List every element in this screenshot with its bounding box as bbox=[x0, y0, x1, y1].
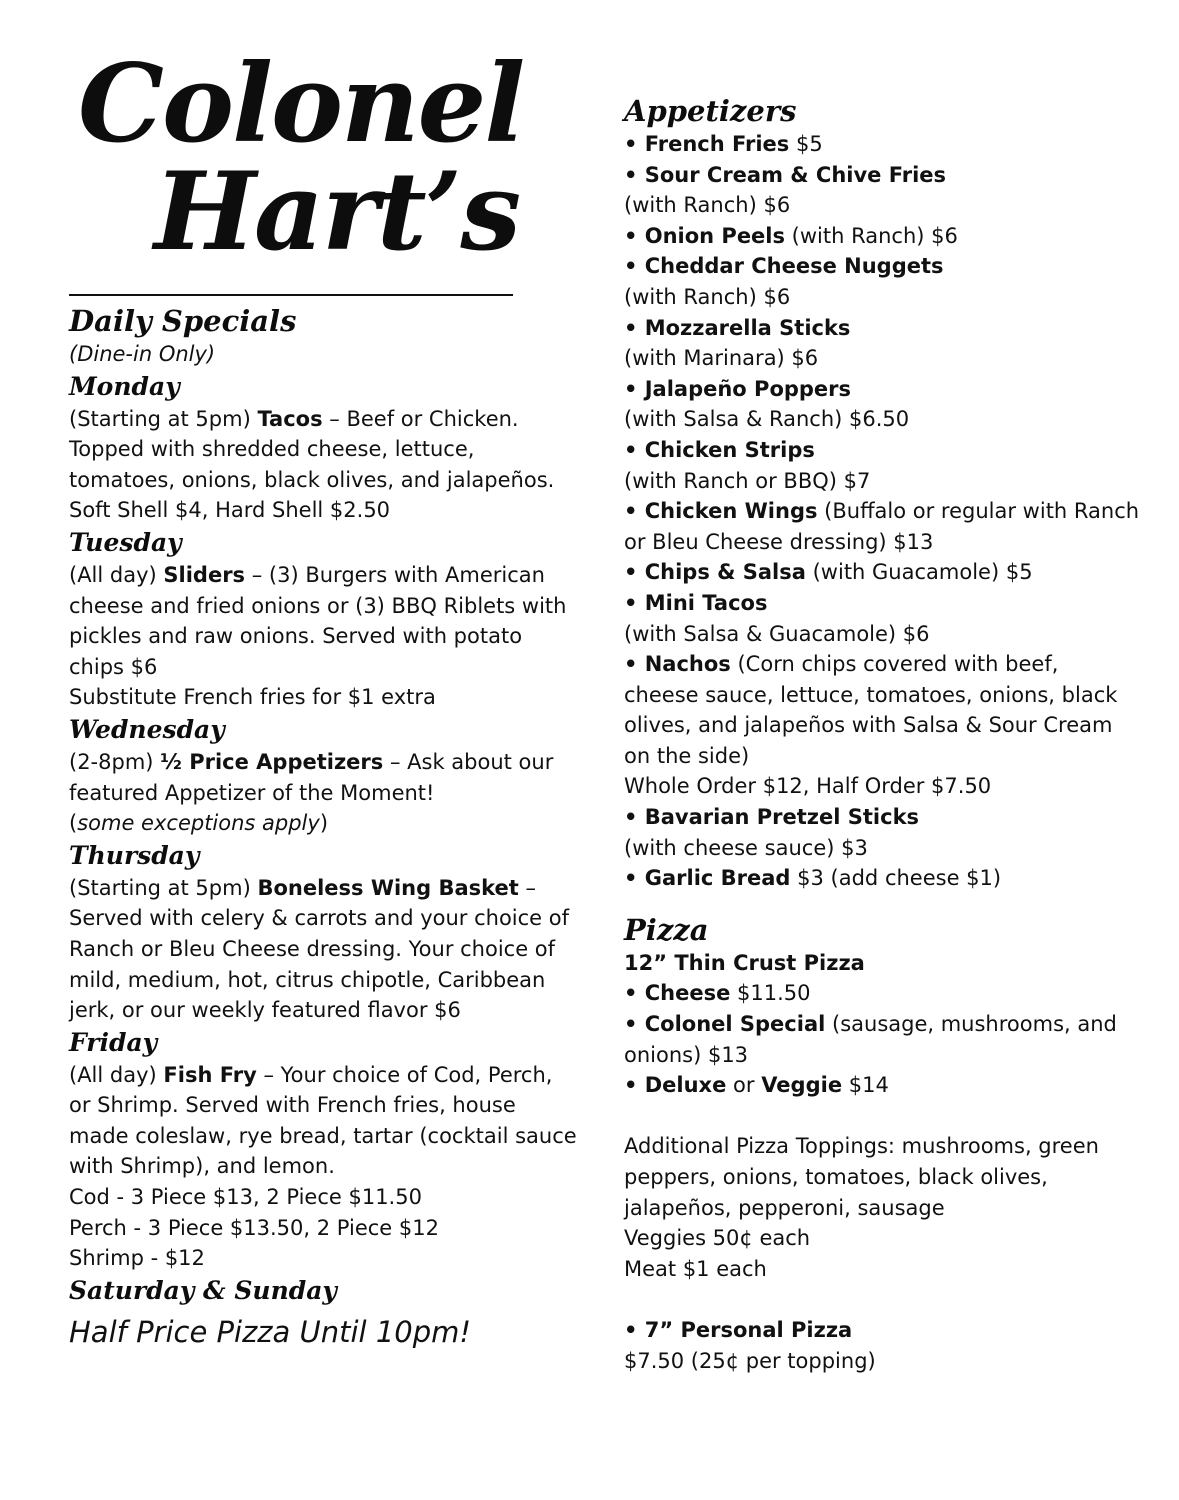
wednesday-line-1 bbox=[69, 747, 569, 778]
toppings-line-3: jalapeños, pepperoni, sausage bbox=[624, 1195, 945, 1220]
exception-text: some exceptions apply bbox=[77, 811, 320, 836]
appetizer-detail: (with Salsa & Ranch) $6.50 bbox=[624, 407, 910, 432]
appetizer-detail: (with Marinara) $6 bbox=[624, 346, 819, 371]
appetizer-detail: (with Ranch) $6 bbox=[624, 193, 791, 218]
tuesday-item: Sliders bbox=[163, 562, 246, 587]
pizza-deluxe bbox=[624, 1070, 1114, 1101]
appetizer-item bbox=[624, 129, 1114, 160]
friday-line-2: or Shrimp. Served with French fries, house bbox=[69, 1093, 516, 1118]
nachos-line-4: on the side) bbox=[624, 743, 750, 768]
appetizer-detail: (with Salsa & Guacamole) $6 bbox=[624, 621, 930, 646]
wednesday-item: ½ Price Appetizers bbox=[160, 749, 384, 774]
menu-right-column bbox=[624, 93, 1140, 1376]
exception-open: ( bbox=[69, 811, 78, 836]
friday-line-7: Shrimp - $12 bbox=[69, 1246, 205, 1271]
pizza-title: Pizza bbox=[624, 912, 709, 947]
tuesday-heading: Tuesday bbox=[69, 527, 182, 557]
nachos-line-2: cheese sauce, lettuce, tomatoes, onions, black bbox=[624, 682, 1118, 707]
appetizer-name: • Chicken Wings bbox=[624, 499, 818, 524]
pizza-deluxe-name: • Deluxe bbox=[624, 1073, 727, 1098]
tuesday-line-2: cheese and fried onions or (3) BBQ Riblets with bbox=[69, 593, 567, 618]
nachos-name: • Nachos bbox=[624, 652, 731, 677]
appetizer-item bbox=[624, 313, 1114, 344]
pizza-special-detail: onions) $13 bbox=[624, 1042, 749, 1067]
garlic-bread-item bbox=[624, 863, 1114, 894]
thursday-line-5: jerk, or our weekly featured flavor $6 bbox=[69, 998, 461, 1023]
friday-line-1 bbox=[69, 1060, 569, 1091]
nachos-desc-1: (Corn chips covered with beef, bbox=[730, 652, 1059, 677]
logo-line-2: Hart’s bbox=[154, 149, 520, 275]
monday-line-2: Topped with shredded cheese, lettuce, bbox=[69, 437, 475, 462]
monday-item: Tacos bbox=[257, 406, 323, 431]
friday-line-3: made coleslaw, rye bread, tartar (cocktail sauce bbox=[69, 1123, 577, 1148]
appetizer-name: • Sour Cream & Chive Fries bbox=[624, 162, 947, 187]
appetizer-detail: (with Ranch or BBQ) $7 bbox=[624, 468, 871, 493]
appetizers-title: Appetizers bbox=[624, 94, 797, 128]
appetizer-desc: (with Ranch) $6 bbox=[785, 223, 958, 248]
monday-intro: (Starting at 5pm) bbox=[69, 406, 258, 431]
thursday-item: Boneless Wing Basket bbox=[257, 875, 519, 900]
friday-line-5: Cod - 3 Piece $13, 2 Piece $11.50 bbox=[69, 1185, 422, 1210]
nachos-line-5: Whole Order $12, Half Order $7.50 bbox=[624, 774, 992, 799]
appetizer-detail: or Bleu Cheese dressing) $13 bbox=[624, 529, 934, 554]
monday-desc-1: – Beef or Chicken. bbox=[322, 406, 519, 431]
wednesday-desc-1: – Ask about our bbox=[383, 749, 554, 774]
monday-line-1 bbox=[69, 404, 569, 435]
appetizer-name: • French Fries bbox=[624, 132, 790, 156]
logo-line-1: Colonel bbox=[78, 41, 524, 167]
appetizer-desc: (with Guacamole) $5 bbox=[805, 560, 1033, 585]
spacer bbox=[624, 894, 1114, 912]
friday-item: Fish Fry bbox=[163, 1062, 257, 1087]
divider-rule bbox=[69, 294, 513, 296]
friday-line-4: with Shrimp), and lemon. bbox=[69, 1154, 335, 1179]
thursday-desc-1: – bbox=[518, 875, 537, 900]
friday-line-6: Perch - 3 Piece $13.50, 2 Piece $12 bbox=[69, 1215, 439, 1240]
appetizer-detail: (with Ranch) $6 bbox=[624, 284, 791, 309]
spacer bbox=[624, 1284, 1114, 1315]
appetizer-item bbox=[624, 435, 1114, 466]
wednesday-intro: (2-8pm) bbox=[69, 749, 161, 774]
appetizer-item bbox=[624, 221, 1114, 252]
appetizer-desc: (Buffalo or regular with Ranch bbox=[817, 499, 1140, 524]
toppings-line-2: peppers, onions, tomatoes, black olives, bbox=[624, 1165, 1048, 1189]
appetizer-item bbox=[624, 496, 1140, 527]
appetizer-item bbox=[624, 160, 1114, 191]
personal-pizza-price: $7.50 (25¢ per topping) bbox=[624, 1348, 876, 1373]
toppings-line-4: Veggies 50¢ each bbox=[624, 1226, 811, 1251]
spacer bbox=[624, 1101, 1114, 1132]
tuesday-intro: (All day) bbox=[69, 562, 164, 587]
tuesday-line-5: Substitute French fries for $1 extra bbox=[69, 685, 436, 710]
appetizer-name: • Mini Tacos bbox=[624, 590, 768, 615]
pretzel-detail: (with cheese sauce) $3 bbox=[624, 835, 868, 860]
thursday-line-4: mild, medium, hot, citrus chipotle, Caribbean bbox=[69, 967, 546, 992]
thursday-intro: (Starting at 5pm) bbox=[69, 875, 258, 900]
exception-close: ) bbox=[319, 811, 329, 836]
pretzel-name: • Bavarian Pretzel Sticks bbox=[624, 805, 920, 830]
appetizer-item bbox=[624, 588, 1114, 619]
dine-in-note: (Dine-in Only) bbox=[69, 342, 216, 366]
garlic-bread-desc: $3 (add cheese $1) bbox=[790, 866, 1002, 891]
friday-heading: Friday bbox=[69, 1027, 158, 1057]
tuesday-line-4: chips $6 bbox=[69, 654, 158, 679]
wednesday-heading: Wednesday bbox=[69, 714, 225, 744]
appetizer-name: • Cheddar Cheese Nuggets bbox=[624, 254, 944, 279]
appetizer-name: • Onion Peels bbox=[624, 223, 785, 248]
thursday-line-1 bbox=[69, 873, 569, 904]
appetizer-name: • Chicken Strips bbox=[624, 437, 815, 462]
tuesday-desc-1: – (3) Burgers with American bbox=[245, 562, 545, 587]
pizza-deluxe-or: or bbox=[726, 1073, 762, 1098]
thursday-line-3: Ranch or Bleu Cheese dressing. Your choice of bbox=[69, 936, 556, 961]
pizza-cheese-name: • Cheese bbox=[624, 981, 731, 1006]
toppings-line-1: Additional Pizza Toppings: mushrooms, green bbox=[624, 1134, 1099, 1159]
garlic-bread-name: • Garlic Bread bbox=[624, 866, 791, 891]
friday-intro: (All day) bbox=[69, 1062, 164, 1087]
appetizer-desc: $5 bbox=[789, 132, 823, 156]
weekend-heading: Saturday & Sunday bbox=[69, 1275, 337, 1305]
tuesday-line-1 bbox=[69, 560, 569, 591]
personal-pizza-name: • 7” Personal Pizza bbox=[624, 1317, 853, 1342]
thursday-line-2: Served with celery & carrots and your choice of bbox=[69, 906, 570, 931]
daily-specials-section bbox=[69, 303, 577, 1352]
weekend-promo: Half Price Pizza Until 10pm! bbox=[69, 1314, 472, 1349]
appetizer-name: • Jalapeño Poppers bbox=[624, 376, 852, 401]
pizza-special bbox=[624, 1009, 1117, 1040]
toppings-line-5: Meat $1 each bbox=[624, 1256, 767, 1281]
appetizer-item bbox=[624, 374, 1114, 405]
pizza-cheese bbox=[624, 978, 1114, 1009]
appetizer-name: • Mozzarella Sticks bbox=[624, 315, 851, 340]
monday-heading: Monday bbox=[69, 371, 180, 401]
thursday-heading: Thursday bbox=[69, 840, 200, 870]
friday-desc-1: – Your choice of Cod, Perch, bbox=[256, 1062, 553, 1087]
appetizer-name: • Chips & Salsa bbox=[624, 560, 806, 585]
daily-specials-title: Daily Specials bbox=[69, 304, 297, 338]
pizza-special-name: • Colonel Special bbox=[624, 1012, 826, 1037]
nachos-line-1 bbox=[624, 649, 1114, 680]
monday-line-4: Soft Shell $4, Hard Shell $2.50 bbox=[69, 498, 391, 523]
pizza-deluxe-price: $14 bbox=[842, 1073, 889, 1098]
pizza-veggie-name: Veggie bbox=[761, 1073, 843, 1098]
pizza-special-desc: (sausage, mushrooms, and bbox=[825, 1012, 1117, 1037]
wednesday-exception bbox=[69, 808, 569, 839]
nachos-line-3: olives, and jalapeños with Salsa & Sour Cream bbox=[624, 713, 1113, 738]
pizza-subtitle: 12” Thin Crust Pizza bbox=[624, 950, 865, 975]
pizza-cheese-price: $11.50 bbox=[730, 981, 811, 1006]
monday-line-3: tomatoes, onions, black olives, and jalapeños. bbox=[69, 467, 555, 492]
wednesday-line-2: featured Appetizer of the Moment! bbox=[69, 780, 435, 805]
tuesday-line-3: pickles and raw onions. Served with potato bbox=[69, 624, 523, 649]
appetizer-item bbox=[624, 557, 1114, 588]
appetizer-item bbox=[624, 251, 1114, 282]
